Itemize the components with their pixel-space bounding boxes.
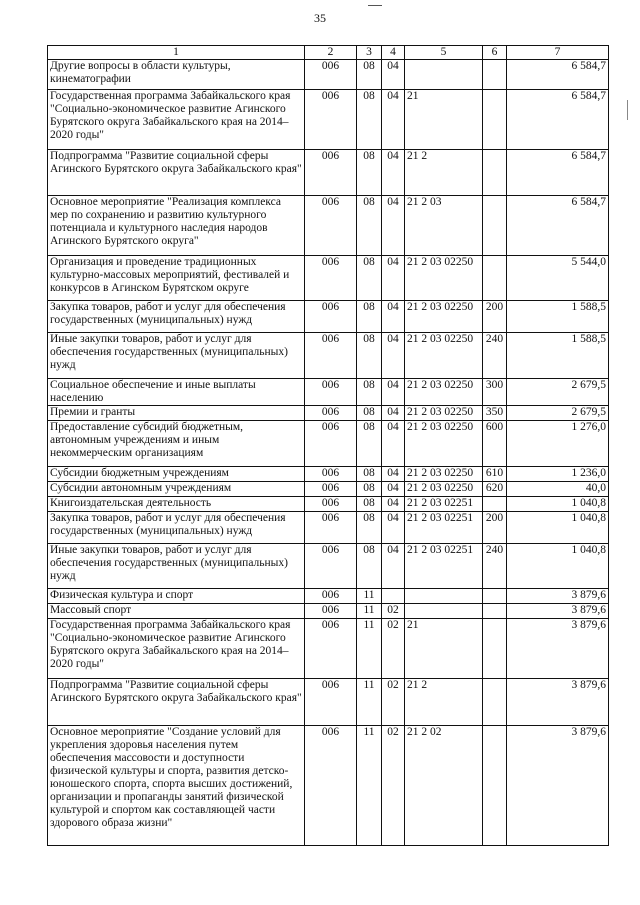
table-row (48, 512, 609, 544)
row-amount-cell: 6 584,7 (507, 196, 609, 256)
row-code-4-cell: 04 (382, 90, 405, 150)
table-row (48, 90, 609, 150)
row-code-3-cell: 08 (357, 196, 382, 256)
row-name-cell: Предоставление субсидий бюджетным, автономным учреждениям и иным некоммерческим организациям (48, 421, 305, 467)
table-row (48, 60, 609, 90)
row-amount-cell: 1 040,8 (507, 544, 609, 589)
row-code-4-cell: 04 (382, 196, 405, 256)
row-code-5-cell: 21 (405, 90, 483, 150)
row-code-2-cell: 006 (305, 589, 357, 604)
row-code-6-cell: 600 (483, 421, 507, 467)
row-code-4-cell: 04 (382, 256, 405, 301)
page-number: 35 (314, 11, 326, 25)
row-amount-cell: 3 879,6 (507, 604, 609, 619)
row-code-4-cell: 04 (382, 467, 405, 482)
row-code-6-cell: 620 (483, 482, 507, 497)
header-col-3: 3 (357, 46, 382, 60)
row-name-cell: Государственная программа Забайкальского края "Социально-экономическое развитие Агинского Бурятского округа Забайкальского края на 2014–2020 годы" (48, 619, 305, 679)
row-amount-cell: 1 276,0 (507, 421, 609, 467)
row-code-6-cell (483, 589, 507, 604)
row-code-4-cell: 04 (382, 497, 405, 512)
row-code-5-cell: 21 2 03 02250 (405, 301, 483, 333)
row-code-3-cell: 08 (357, 90, 382, 150)
table-row (48, 482, 609, 497)
row-code-3-cell: 11 (357, 726, 382, 846)
row-code-3-cell: 08 (357, 497, 382, 512)
row-code-4-cell: 04 (382, 60, 405, 90)
row-code-4-cell: 04 (382, 379, 405, 406)
row-code-5-cell (405, 60, 483, 90)
row-code-6-cell (483, 604, 507, 619)
row-name-cell: Основное мероприятие "Создание условий для укрепления здоровья населения путем обеспечения массовости и доступности физической культуры и спорта, развития детско-юношеского спорта, спорта высших достижений, организации и пропаганды занятий физической культурой и спортом как составляющей части здорового образа жизни" (48, 726, 305, 846)
row-name-cell: Основное мероприятие "Реализация комплекса мер по сохранению и развитию культурного потенциала и культурного наследия народов Агинского Бурятского округа" (48, 196, 305, 256)
row-code-3-cell: 11 (357, 589, 382, 604)
table-row (48, 679, 609, 726)
row-code-2-cell: 006 (305, 679, 357, 726)
row-code-5-cell: 21 2 03 02250 (405, 467, 483, 482)
table-row (48, 256, 609, 301)
row-code-2-cell: 006 (305, 604, 357, 619)
header-col-4: 4 (382, 46, 405, 60)
row-name-cell: Организация и проведение традиционных культурно-массовых мероприятий, фестивалей и конкурсов в Агинском Бурятском округе (48, 256, 305, 301)
row-amount-cell: 6 584,7 (507, 60, 609, 90)
header-row (48, 46, 609, 60)
row-name-cell: Иные закупки товаров, работ и услуг для обеспечения государственных (муниципальных) нужд (48, 333, 305, 379)
row-code-5-cell: 21 2 03 02250 (405, 482, 483, 497)
row-name-cell: Социальное обеспечение и иные выплаты населению (48, 379, 305, 406)
row-code-6-cell (483, 90, 507, 150)
row-code-4-cell: 02 (382, 604, 405, 619)
row-code-2-cell: 006 (305, 619, 357, 679)
row-code-3-cell: 08 (357, 301, 382, 333)
row-code-5-cell: 21 2 03 (405, 196, 483, 256)
row-code-5-cell: 21 2 03 02250 (405, 379, 483, 406)
budget-table (47, 45, 609, 846)
row-code-3-cell: 08 (357, 467, 382, 482)
row-code-5-cell: 21 2 (405, 150, 483, 196)
table-row (48, 604, 609, 619)
row-code-6-cell (483, 726, 507, 846)
row-code-4-cell: 04 (382, 482, 405, 497)
row-code-6-cell (483, 150, 507, 196)
row-name-cell: Подпрограмма "Развитие социальной сферы Агинского Бурятского округа Забайкальского края" (48, 679, 305, 726)
row-code-3-cell: 08 (357, 482, 382, 497)
row-code-4-cell: 02 (382, 726, 405, 846)
row-code-2-cell: 006 (305, 421, 357, 467)
header-col-7: 7 (507, 46, 609, 60)
row-code-2-cell: 006 (305, 406, 357, 421)
row-code-6-cell: 200 (483, 512, 507, 544)
row-amount-cell: 3 879,6 (507, 679, 609, 726)
row-code-5-cell (405, 589, 483, 604)
header-col-6: 6 (483, 46, 507, 60)
table-row (48, 379, 609, 406)
row-code-2-cell: 006 (305, 196, 357, 256)
row-amount-cell: 1 040,8 (507, 512, 609, 544)
row-name-cell: Государственная программа Забайкальского края "Социально-экономическое развитие Агинского Бурятского округа Забайкальского края на 2014–2020 годы" (48, 90, 305, 150)
row-code-6-cell (483, 196, 507, 256)
row-code-3-cell: 08 (357, 421, 382, 467)
row-code-3-cell: 11 (357, 604, 382, 619)
row-code-2-cell: 006 (305, 301, 357, 333)
header-col-5: 5 (405, 46, 483, 60)
row-name-cell: Подпрограмма "Развитие социальной сферы Агинского Бурятского округа Забайкальского края" (48, 150, 305, 196)
row-amount-cell: 2 679,5 (507, 379, 609, 406)
row-code-6-cell: 240 (483, 544, 507, 589)
row-code-6-cell (483, 256, 507, 301)
row-name-cell: Книгоиздательская деятельность (48, 497, 305, 512)
row-code-2-cell: 006 (305, 379, 357, 406)
row-name-cell: Массовый спорт (48, 604, 305, 619)
table-row (48, 333, 609, 379)
row-amount-cell: 1 588,5 (507, 301, 609, 333)
row-code-6-cell (483, 679, 507, 726)
row-code-6-cell: 350 (483, 406, 507, 421)
row-name-cell: Иные закупки товаров, работ и услуг для обеспечения государственных (муниципальных) нужд (48, 544, 305, 589)
row-amount-cell: 6 584,7 (507, 150, 609, 196)
table-row (48, 150, 609, 196)
row-code-2-cell: 006 (305, 60, 357, 90)
row-code-2-cell: 006 (305, 467, 357, 482)
row-code-3-cell: 08 (357, 60, 382, 90)
row-code-5-cell: 21 2 03 02250 (405, 406, 483, 421)
scan-margin-mark (627, 100, 628, 120)
row-code-6-cell (483, 619, 507, 679)
row-code-3-cell: 08 (357, 333, 382, 379)
row-code-2-cell: 006 (305, 90, 357, 150)
row-amount-cell: 1 040,8 (507, 497, 609, 512)
row-code-4-cell: 02 (382, 619, 405, 679)
row-code-5-cell: 21 2 03 02251 (405, 497, 483, 512)
row-code-2-cell: 006 (305, 512, 357, 544)
row-code-5-cell: 21 2 03 02250 (405, 333, 483, 379)
row-amount-cell: 6 584,7 (507, 90, 609, 150)
row-code-4-cell: 04 (382, 421, 405, 467)
row-name-cell: Закупка товаров, работ и услуг для обеспечения государственных (муниципальных) нужд (48, 512, 305, 544)
header-col-2: 2 (305, 46, 357, 60)
row-code-3-cell: 08 (357, 406, 382, 421)
table-row (48, 196, 609, 256)
row-amount-cell: 2 679,5 (507, 406, 609, 421)
header-col-1: 1 (48, 46, 305, 60)
row-code-4-cell (382, 589, 405, 604)
row-code-5-cell: 21 2 02 (405, 726, 483, 846)
row-code-6-cell: 240 (483, 333, 507, 379)
row-name-cell: Закупка товаров, работ и услуг для обеспечения государственных (муниципальных) нужд (48, 301, 305, 333)
row-amount-cell: 5 544,0 (507, 256, 609, 301)
row-name-cell: Физическая культура и спорт (48, 589, 305, 604)
row-code-5-cell: 21 2 03 02250 (405, 256, 483, 301)
row-code-2-cell: 006 (305, 726, 357, 846)
row-code-3-cell: 08 (357, 544, 382, 589)
row-code-3-cell: 08 (357, 256, 382, 301)
row-code-3-cell: 08 (357, 150, 382, 196)
row-code-2-cell: 006 (305, 150, 357, 196)
row-code-2-cell: 006 (305, 482, 357, 497)
row-code-2-cell: 006 (305, 544, 357, 589)
row-name-cell: Субсидии автономным учреждениям (48, 482, 305, 497)
scan-tick-mark (368, 5, 382, 6)
table-row (48, 589, 609, 604)
row-name-cell: Субсидии бюджетным учреждениям (48, 467, 305, 482)
table-row (48, 726, 609, 846)
row-code-4-cell: 04 (382, 301, 405, 333)
row-code-3-cell: 11 (357, 619, 382, 679)
table-body (48, 60, 609, 846)
row-code-3-cell: 11 (357, 679, 382, 726)
row-code-5-cell: 21 2 (405, 679, 483, 726)
row-code-6-cell (483, 497, 507, 512)
row-amount-cell: 1 588,5 (507, 333, 609, 379)
row-name-cell: Другие вопросы в области культуры, кинематографии (48, 60, 305, 90)
row-amount-cell: 3 879,6 (507, 619, 609, 679)
row-amount-cell: 3 879,6 (507, 589, 609, 604)
table-header (48, 46, 609, 60)
table-row (48, 497, 609, 512)
row-code-2-cell: 006 (305, 497, 357, 512)
table-row (48, 467, 609, 482)
row-code-3-cell: 08 (357, 512, 382, 544)
row-code-5-cell: 21 2 03 02251 (405, 544, 483, 589)
row-code-6-cell: 200 (483, 301, 507, 333)
row-code-6-cell: 610 (483, 467, 507, 482)
row-code-2-cell: 006 (305, 256, 357, 301)
table-row (48, 406, 609, 421)
row-code-5-cell: 21 2 03 02250 (405, 421, 483, 467)
row-code-4-cell: 04 (382, 150, 405, 196)
row-code-4-cell: 04 (382, 512, 405, 544)
table-row (48, 301, 609, 333)
row-code-3-cell: 08 (357, 379, 382, 406)
row-code-5-cell: 21 2 03 02251 (405, 512, 483, 544)
table-row (48, 619, 609, 679)
row-code-4-cell: 04 (382, 406, 405, 421)
row-code-6-cell: 300 (483, 379, 507, 406)
row-code-5-cell (405, 604, 483, 619)
table-row (48, 544, 609, 589)
row-name-cell: Премии и гранты (48, 406, 305, 421)
row-amount-cell: 3 879,6 (507, 726, 609, 846)
row-code-6-cell (483, 60, 507, 90)
row-amount-cell: 40,0 (507, 482, 609, 497)
row-code-5-cell: 21 (405, 619, 483, 679)
row-code-4-cell: 04 (382, 333, 405, 379)
row-code-2-cell: 006 (305, 333, 357, 379)
row-code-4-cell: 02 (382, 679, 405, 726)
table-row (48, 421, 609, 467)
row-code-4-cell: 04 (382, 544, 405, 589)
row-amount-cell: 1 236,0 (507, 467, 609, 482)
